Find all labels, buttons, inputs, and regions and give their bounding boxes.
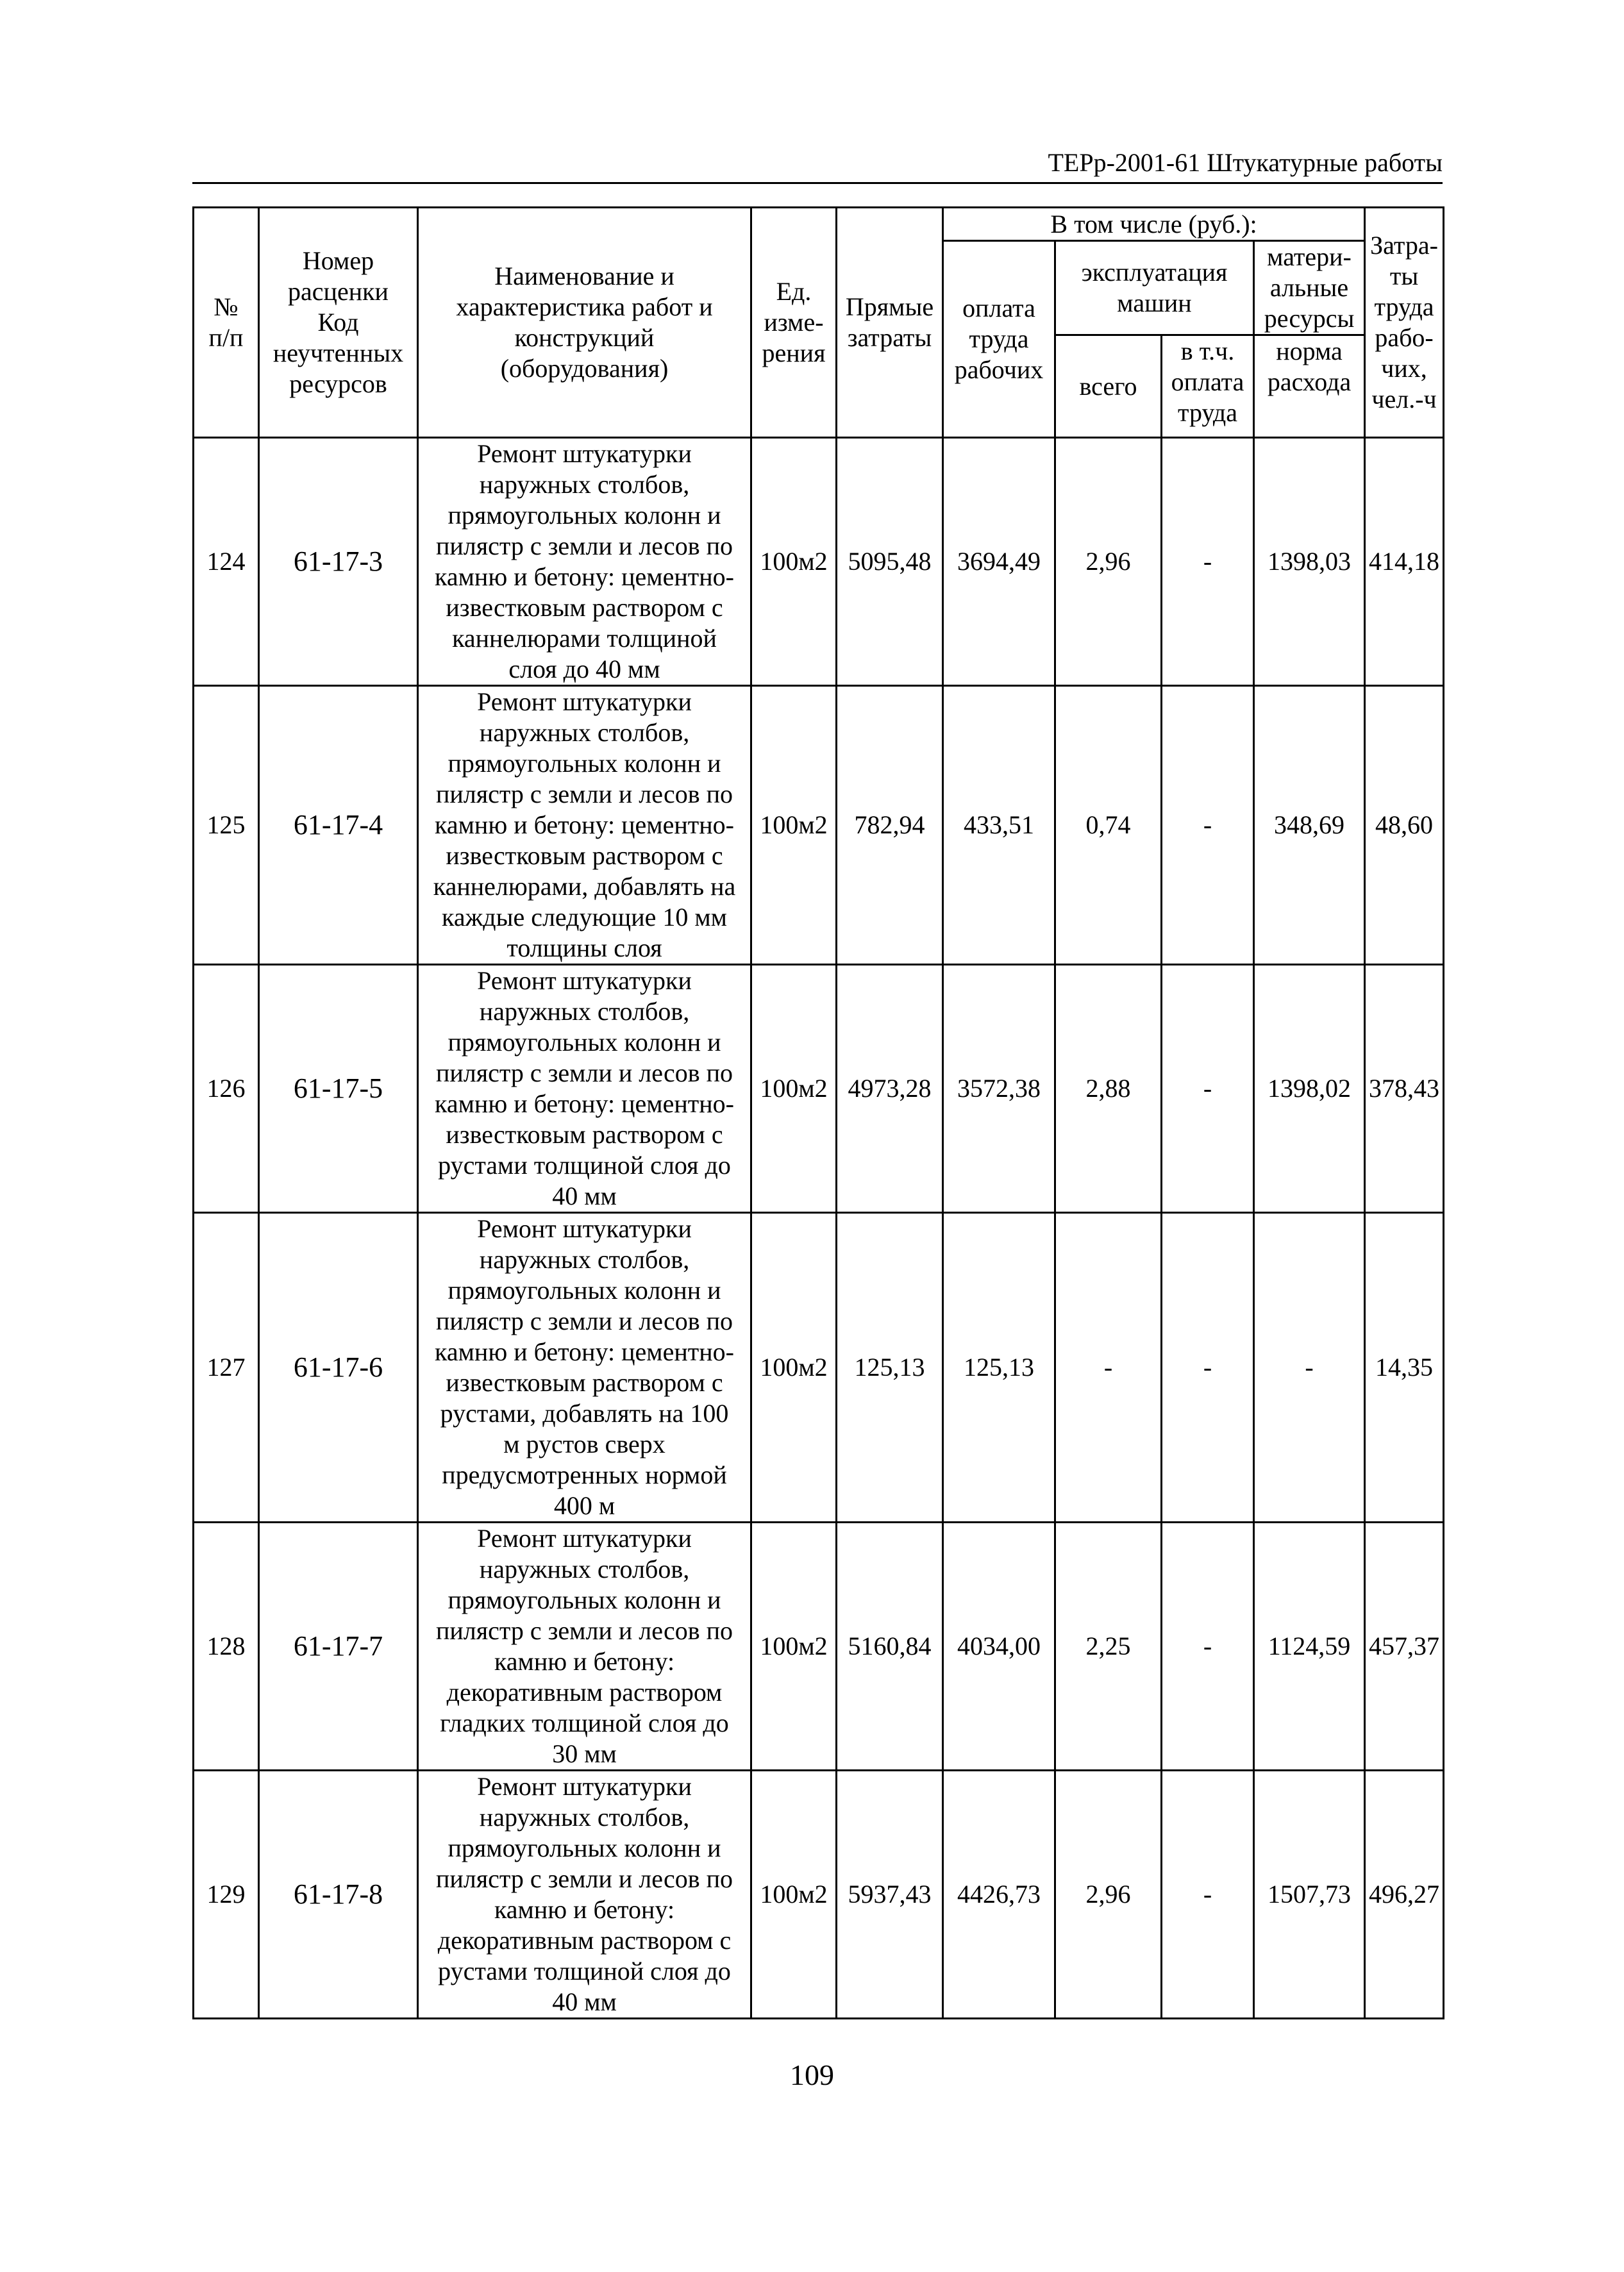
- description-line: пилястр с земли и лесов по: [435, 1864, 733, 1893]
- header-line: матери-: [1267, 242, 1352, 271]
- description-line: прямоугольных колонн и: [448, 749, 721, 778]
- cell-materials: 1507,73: [1254, 1771, 1365, 2019]
- cell-unit: 100м2: [751, 686, 837, 965]
- description-line: наружных столбов,: [479, 1245, 690, 1274]
- description-line: камню и бетону: цементно-: [435, 1089, 734, 1118]
- col-header-name: [418, 208, 751, 438]
- cell-direct-cost: 5095,48: [837, 438, 943, 686]
- cell-description: [418, 1771, 751, 2019]
- cell-direct-cost: 125,13: [837, 1213, 943, 1523]
- cell-code: 61-17-5: [259, 965, 418, 1213]
- cell-machines-labor: -: [1162, 1523, 1254, 1771]
- description-line: гладких толщиной слоя до: [440, 1708, 729, 1737]
- header-line: альные: [1269, 273, 1349, 302]
- col-header-incl-group: В том числе (руб.):: [943, 208, 1365, 241]
- cell-num: 129: [194, 1771, 259, 2019]
- description-line: наружных столбов,: [479, 718, 690, 747]
- header-line: (оборудования): [500, 354, 669, 383]
- header-line: №: [213, 292, 239, 321]
- header-line: рения: [762, 338, 826, 367]
- cell-num: 125: [194, 686, 259, 965]
- description-line: камню и бетону:: [494, 1895, 675, 1924]
- cell-code: 61-17-4: [259, 686, 418, 965]
- description-line: известковым раствором с: [446, 1120, 723, 1149]
- cell-unit: 100м2: [751, 1771, 837, 2019]
- description-line: камню и бетону: цементно-: [435, 1337, 734, 1366]
- cell-labor-pay: 125,13: [943, 1213, 1055, 1523]
- description-line: декоративным раствором: [446, 1678, 723, 1707]
- cell-labor-cost: 457,37: [1365, 1523, 1444, 1771]
- header-line: п/п: [208, 323, 244, 352]
- cell-num: 126: [194, 965, 259, 1213]
- cell-description: [418, 438, 751, 686]
- header-rule: [192, 182, 1443, 184]
- header-line: чел.-ч: [1371, 385, 1437, 413]
- description-line: пилястр с земли и лесов по: [435, 531, 733, 560]
- header-line: ресурсы: [1264, 304, 1355, 333]
- cell-unit: 100м2: [751, 965, 837, 1213]
- cell-labor-pay: 4426,73: [943, 1771, 1055, 2019]
- cell-labor-cost: 496,27: [1365, 1771, 1444, 2019]
- cell-labor-cost: 14,35: [1365, 1213, 1444, 1523]
- cell-direct-cost: 4973,28: [837, 965, 943, 1213]
- cell-direct-cost: 5160,84: [837, 1523, 943, 1771]
- description-line: Ремонт штукатурки: [477, 1524, 692, 1553]
- cell-unit: 100м2: [751, 438, 837, 686]
- description-line: 40 мм: [552, 1987, 617, 2016]
- description-line: рустами толщиной слоя до: [438, 1151, 731, 1180]
- cell-machines-total: 2,88: [1055, 965, 1162, 1213]
- cell-machines-labor: -: [1162, 1213, 1254, 1523]
- description-line: наружных столбов,: [479, 1555, 690, 1583]
- cell-machines-labor: -: [1162, 1771, 1254, 2019]
- table-row: [194, 1523, 1444, 1771]
- header-line: чих,: [1381, 354, 1427, 383]
- cell-code: 61-17-3: [259, 438, 418, 686]
- description-line: 40 мм: [552, 1182, 617, 1210]
- col-header-labor-cost: [1365, 208, 1444, 438]
- cell-machines-labor: -: [1162, 438, 1254, 686]
- cell-num: 124: [194, 438, 259, 686]
- cell-materials: -: [1254, 1213, 1365, 1523]
- header-line: Ед.: [776, 277, 812, 306]
- cell-description: [418, 1213, 751, 1523]
- header-line: характеристика работ и: [456, 292, 713, 321]
- description-line: Ремонт штукатурки: [477, 1214, 692, 1243]
- cell-num: 128: [194, 1523, 259, 1771]
- col-header-code: [259, 208, 418, 438]
- header-line: норма: [1276, 337, 1343, 365]
- header-line: рабо-: [1375, 323, 1434, 352]
- cell-unit: 100м2: [751, 1523, 837, 1771]
- description-line: м рустов сверх: [503, 1430, 666, 1458]
- cell-description: [418, 965, 751, 1213]
- cell-labor-cost: 48,60: [1365, 686, 1444, 965]
- cell-labor-pay: 433,51: [943, 686, 1055, 965]
- header-line: рабочих: [954, 355, 1044, 384]
- cell-labor-pay: 3694,49: [943, 438, 1055, 686]
- description-line: прямоугольных колонн и: [448, 1833, 721, 1862]
- cell-machines-total: 0,74: [1055, 686, 1162, 965]
- header-line: труда: [1177, 398, 1238, 427]
- cell-labor-cost: 378,43: [1365, 965, 1444, 1213]
- description-line: прямоугольных колонн и: [448, 501, 721, 530]
- description-line: декоративным раствором с: [437, 1926, 732, 1955]
- description-line: камню и бетону: цементно-: [435, 562, 734, 591]
- col-header-machines-labor: [1162, 335, 1254, 438]
- description-line: рустами, добавлять на 100: [440, 1399, 729, 1428]
- col-header-materials: [1254, 241, 1365, 335]
- description-line: наружных столбов,: [479, 470, 690, 499]
- cell-labor-pay: 4034,00: [943, 1523, 1055, 1771]
- header-line: Прямые: [845, 292, 934, 321]
- cell-code: 61-17-7: [259, 1523, 418, 1771]
- description-line: камню и бетону: цементно-: [435, 810, 734, 839]
- description-line: прямоугольных колонн и: [448, 1276, 721, 1305]
- header-line: в т.ч.: [1180, 337, 1235, 365]
- table-row: [194, 965, 1444, 1213]
- description-line: прямоугольных колонн и: [448, 1585, 721, 1614]
- col-header-machines-total: всего: [1055, 335, 1162, 438]
- rates-table: [192, 206, 1444, 2019]
- col-header-materials-norm: [1254, 335, 1365, 438]
- header-line: ты: [1389, 262, 1419, 290]
- description-line: предусмотренных нормой: [442, 1460, 727, 1489]
- col-header-labor-pay: [943, 241, 1055, 438]
- header-line: Затра-: [1370, 231, 1438, 260]
- description-line: Ремонт штукатурки: [477, 1772, 692, 1801]
- cell-materials: 348,69: [1254, 686, 1365, 965]
- description-line: наружных столбов,: [479, 997, 690, 1026]
- description-line: 400 м: [553, 1491, 615, 1520]
- cell-labor-pay: 3572,38: [943, 965, 1055, 1213]
- header-line: неучтенных: [272, 338, 404, 367]
- description-line: известковым раствором с: [446, 593, 723, 622]
- table-row: [194, 686, 1444, 965]
- header-line: оплата: [962, 294, 1035, 322]
- description-line: пилястр с земли и лесов по: [435, 1058, 733, 1087]
- description-line: слоя до 40 мм: [508, 655, 660, 683]
- header-line: изме-: [764, 308, 824, 337]
- description-line: толщины слоя: [506, 933, 662, 962]
- cell-unit: 100м2: [751, 1213, 837, 1523]
- cell-materials: 1398,02: [1254, 965, 1365, 1213]
- header-line: Код: [317, 308, 359, 337]
- header-line: расценки: [288, 277, 389, 306]
- header-line: Наименование и: [494, 262, 674, 290]
- description-line: каннелюрами, добавлять на: [433, 872, 736, 901]
- cell-machines-total: 2,96: [1055, 1771, 1162, 2019]
- header-line: оплата: [1171, 367, 1244, 396]
- description-line: наружных столбов,: [479, 1803, 690, 1832]
- description-line: рустами толщиной слоя до: [438, 1957, 731, 1985]
- cell-code: 61-17-6: [259, 1213, 418, 1523]
- description-line: Ремонт штукатурки: [477, 966, 692, 995]
- cell-machines-labor: -: [1162, 965, 1254, 1213]
- description-line: каждые следующие 10 мм: [442, 903, 727, 931]
- description-line: пилястр с земли и лесов по: [435, 780, 733, 808]
- cell-labor-cost: 414,18: [1365, 438, 1444, 686]
- header-line: эксплуатация: [1081, 258, 1228, 287]
- description-line: известковым раствором с: [446, 841, 723, 870]
- table-row: [194, 1213, 1444, 1523]
- running-header: ТЕРр-2001-61 Штукатурные работы: [1048, 148, 1443, 177]
- page-number: 109: [790, 2059, 834, 2091]
- description-line: 30 мм: [552, 1739, 617, 1768]
- col-header-direct: [837, 208, 943, 438]
- description-line: Ремонт штукатурки: [477, 687, 692, 716]
- header-line: затраты: [847, 323, 932, 352]
- col-header-machines: [1055, 241, 1254, 335]
- description-line: камню и бетону:: [494, 1647, 675, 1676]
- header-line: труда: [1374, 292, 1434, 321]
- cell-code: 61-17-8: [259, 1771, 418, 2019]
- cell-materials: 1124,59: [1254, 1523, 1365, 1771]
- cell-description: [418, 1523, 751, 1771]
- cell-machines-labor: -: [1162, 686, 1254, 965]
- table-row: [194, 438, 1444, 686]
- header-line: Номер: [302, 246, 374, 275]
- cell-direct-cost: 782,94: [837, 686, 943, 965]
- description-line: пилястр с земли и лесов по: [435, 1307, 733, 1335]
- cell-machines-total: 2,25: [1055, 1523, 1162, 1771]
- header-line: труда: [969, 324, 1029, 353]
- description-line: пилястр с земли и лесов по: [435, 1616, 733, 1645]
- cell-machines-total: 2,96: [1055, 438, 1162, 686]
- cell-machines-total: -: [1055, 1213, 1162, 1523]
- cell-materials: 1398,03: [1254, 438, 1365, 686]
- header-line: расхода: [1267, 367, 1352, 396]
- cell-direct-cost: 5937,43: [837, 1771, 943, 2019]
- header-line: ресурсов: [289, 369, 387, 398]
- description-line: известковым раствором с: [446, 1368, 723, 1397]
- description-line: каннелюрами толщиной: [452, 624, 717, 653]
- table-row: [194, 1771, 1444, 2019]
- col-header-unit: [751, 208, 837, 438]
- cell-num: 127: [194, 1213, 259, 1523]
- description-line: Ремонт штукатурки: [477, 439, 692, 468]
- header-line: конструкций: [514, 323, 655, 352]
- cell-description: [418, 686, 751, 965]
- header-line: машин: [1117, 288, 1192, 317]
- col-header-num: [194, 208, 259, 438]
- description-line: прямоугольных колонн и: [448, 1028, 721, 1057]
